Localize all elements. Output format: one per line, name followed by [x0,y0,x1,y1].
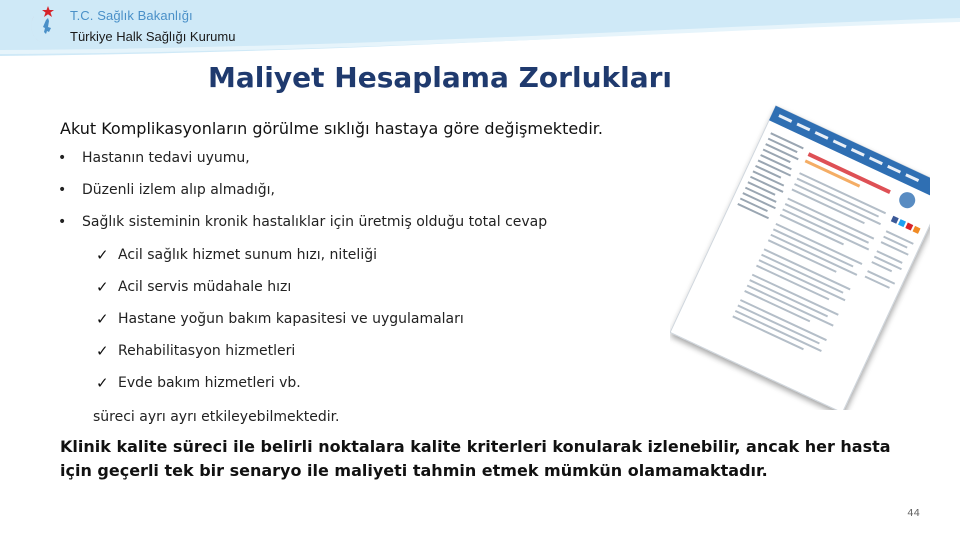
crescent-star-logo-icon [22,2,72,48]
conclusion-text: Klinik kalite süreci ile belirli noktalara kalite kriterleri konularak izlenebilir, ancak her hasta için geçerli tek bir senaryo ile maliyeti tahmin etmek mümkün olamamaktadır. [60,437,891,480]
page-number: 44 [907,508,920,519]
list-item-text: Hastanın tedavi uyumu, [82,150,250,166]
list-item [58,214,547,246]
lead-text: Akut Komplikasyonların görülme sıklığı hastaya göre değişmektedir. [60,119,603,138]
check-list [96,247,464,407]
page-title: Maliyet Hesaplama Zorlukları [207,61,673,94]
list-item [58,150,547,182]
bullet-icon: • [58,150,67,166]
list-item-text: Sağlık sisteminin kronik hastalıklar için üretmiş olduğu total cevap [82,214,548,230]
list-item-text: Düzenli izlem alıp almadığı, [82,182,275,198]
list-item-text: Evde bakım hizmetleri vb. [118,375,301,391]
check-icon: ✓ [96,310,109,328]
bullet-icon: • [58,214,67,230]
list-item-text: Hastane yoğun bakım kapasitesi ve uygulamaları [118,311,464,327]
check-icon: ✓ [96,278,109,296]
check-icon: ✓ [96,246,109,264]
list-item [58,182,547,214]
bullet-icon: • [58,182,67,198]
list-item-text: Acil sağlık hizmet sunum hızı, niteliği [118,247,377,263]
list-item [96,343,464,375]
website-screenshot-image [670,100,930,410]
org-subtitle: Türkiye Halk Sağlığı Kurumu [70,29,236,44]
list-item-text: Acil servis müdahale hızı [118,279,292,295]
list-item [96,279,464,311]
list-item [96,375,464,407]
list-item [96,247,464,279]
bullet-list [58,150,547,246]
process-note: süreci ayrı ayrı etkileyebilmektedir. [93,409,340,425]
list-item-text: Rehabilitasyon hizmetleri [118,343,296,359]
check-icon: ✓ [96,342,109,360]
check-icon: ✓ [96,374,109,392]
org-title: T.C. Sağlık Bakanlığı [70,8,193,23]
list-item [96,311,464,343]
